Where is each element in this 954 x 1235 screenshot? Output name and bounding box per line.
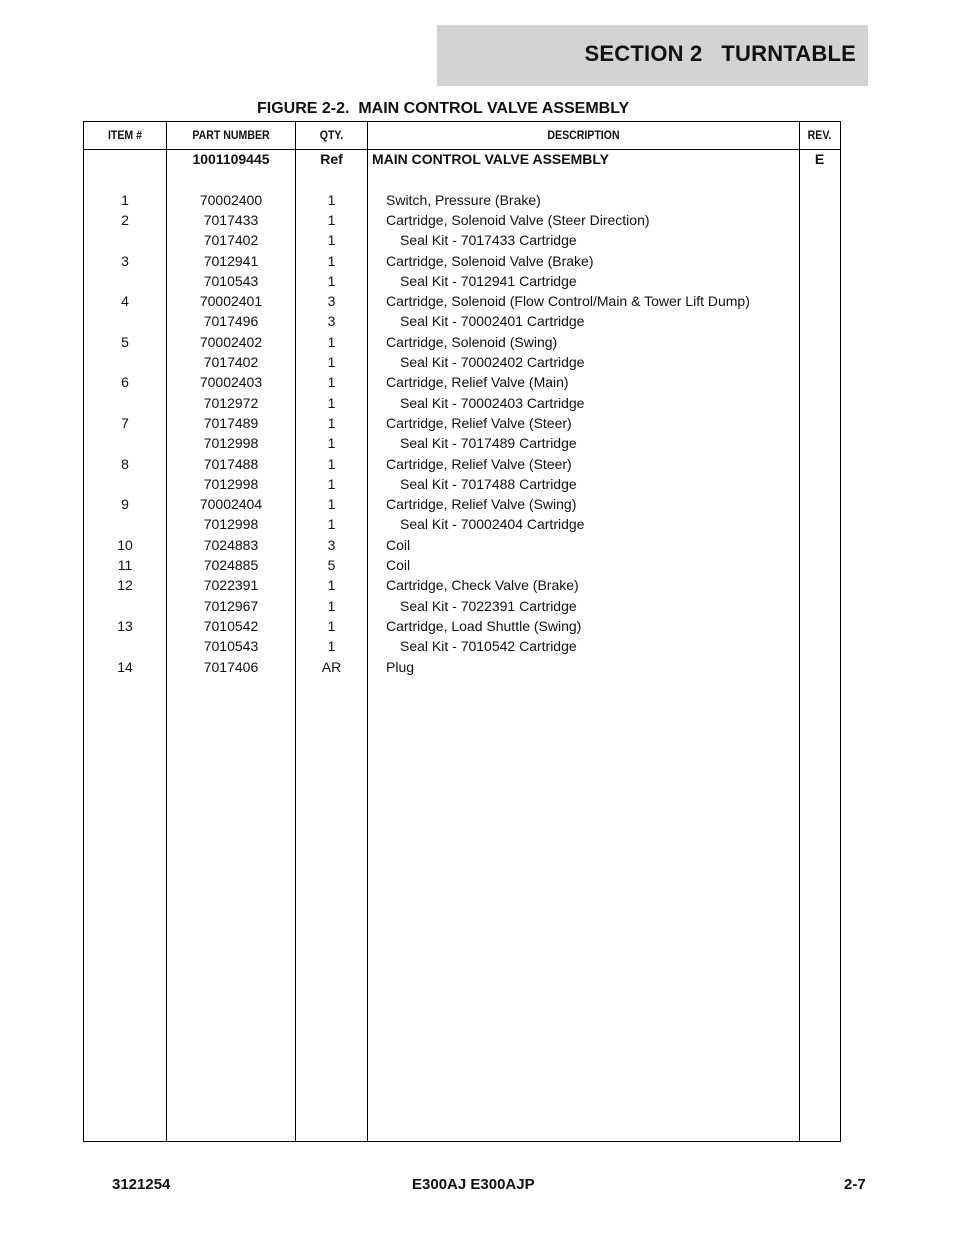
part-number-cell: 7010543 <box>203 272 259 289</box>
table-row <box>84 251 840 271</box>
footer-doc-number: 3121254 <box>112 1176 171 1193</box>
description-cell: Seal Kit - 7017488 Cartridge <box>400 475 577 492</box>
part-number-cell: 7024885 <box>203 557 259 573</box>
item-number-cell: 9 <box>121 496 129 513</box>
item-number-cell: 10 <box>117 536 133 553</box>
item-number-cell: 3 <box>121 252 129 269</box>
header-description: DESCRIPTION <box>547 128 620 142</box>
description-cell: Cartridge, Relief Valve (Main) <box>386 374 569 391</box>
table-row <box>84 535 840 555</box>
description-cell: Cartridge, Relief Valve (Steer) <box>386 414 572 431</box>
part-number-cell: 7017489 <box>203 414 259 431</box>
footer-model: E300AJ E300AJP <box>412 1176 535 1193</box>
qty-cell: AR <box>321 658 342 675</box>
header-item: ITEM # <box>107 128 143 142</box>
table-row <box>84 494 840 514</box>
table-row <box>84 311 840 331</box>
qty-cell: 1 <box>327 374 336 391</box>
part-number-cell: 7017433 <box>203 211 259 228</box>
part-number-cell: 7017402 <box>203 354 259 370</box>
item-number-cell: 6 <box>121 374 129 391</box>
description-cell: Cartridge, Relief Valve (Steer) <box>386 455 572 472</box>
description-cell: Cartridge, Solenoid Valve (Brake) <box>386 252 594 269</box>
part-number-cell: 70002400 <box>199 191 263 208</box>
qty-cell: 1 <box>327 516 336 533</box>
part-number-cell: 70002404 <box>199 496 263 513</box>
table-row <box>84 352 840 372</box>
qty-cell: 1 <box>327 414 336 431</box>
item-number-cell: 14 <box>117 658 133 675</box>
part-number-cell: 7024883 <box>203 536 259 553</box>
part-number-cell: 7012972 <box>203 394 259 411</box>
figure-title: FIGURE 2-2. MAIN CONTROL VALVE ASSEMBLY <box>257 100 630 117</box>
description-cell: Plug <box>386 658 415 675</box>
table-row <box>84 555 840 575</box>
description-cell: Seal Kit - 70002403 Cartridge <box>400 394 585 411</box>
table-row <box>84 433 840 453</box>
description-cell: Seal Kit - 7017433 Cartridge <box>400 232 577 249</box>
table-row <box>84 372 840 392</box>
description-cell: Coil <box>386 557 411 573</box>
section-header <box>437 25 868 86</box>
part-number-cell: 70002403 <box>199 374 263 391</box>
description-cell: Cartridge, Relief Valve (Swing) <box>386 496 577 513</box>
qty-cell: 1 <box>327 496 336 513</box>
qty-cell: 5 <box>327 557 336 573</box>
part-number-cell: 7012998 <box>203 516 259 533</box>
part-number-cell: 7012941 <box>203 252 259 269</box>
header-qty: QTY. <box>319 128 344 142</box>
table-row <box>84 454 840 474</box>
table-row <box>84 596 840 616</box>
header-rev: REV. <box>807 128 832 142</box>
qty-cell: 1 <box>327 354 336 370</box>
table-row <box>84 190 840 210</box>
part-number-cell: 70002401 <box>199 293 263 310</box>
description-cell: Seal Kit - 7012941 Cartridge <box>400 272 577 289</box>
table-row <box>84 514 840 534</box>
item-number-cell: 11 <box>117 557 133 573</box>
part-number-cell: 7022391 <box>203 577 259 594</box>
description-cell: Cartridge, Solenoid (Flow Control/Main & Tower Lift Dump) <box>386 293 750 310</box>
description-cell: Seal Kit - 70002404 Cartridge <box>400 516 585 533</box>
description-cell: Seal Kit - 7010542 Cartridge <box>400 638 577 655</box>
part-number-cell: 7012998 <box>203 475 259 492</box>
qty-cell: 1 <box>327 232 336 249</box>
description-cell: Seal Kit - 70002401 Cartridge <box>400 313 585 330</box>
description-cell: Seal Kit - 7022391 Cartridge <box>400 597 577 614</box>
part-number-cell: 1001109445 <box>192 151 270 167</box>
part-number-cell: 7017488 <box>203 455 259 472</box>
table-row <box>84 230 840 250</box>
item-number-cell: 4 <box>121 293 129 310</box>
description-cell: Cartridge, Solenoid Valve (Steer Direction) <box>386 211 650 228</box>
rev-cell: E <box>814 151 825 167</box>
part-number-cell: 70002402 <box>199 333 263 350</box>
part-number-cell: 7010542 <box>203 617 259 634</box>
header-part-number: PART NUMBER <box>192 128 270 142</box>
footer-page-number: 2-7 <box>844 1176 866 1193</box>
table-row <box>84 636 840 656</box>
qty-cell: 3 <box>327 313 336 330</box>
table-row <box>84 657 840 677</box>
table-row <box>84 210 840 230</box>
part-number-cell: 7017406 <box>203 658 259 675</box>
parts-table <box>83 121 841 1142</box>
qty-cell: 1 <box>327 272 336 289</box>
table-row <box>84 291 840 311</box>
table-row <box>84 413 840 433</box>
table-row <box>84 575 840 595</box>
section-title: SECTION 2 TURNTABLE <box>584 41 856 66</box>
item-number-cell: 5 <box>121 333 129 350</box>
part-number-cell: 7017496 <box>203 313 259 330</box>
description-cell: Cartridge, Load Shuttle (Swing) <box>386 617 582 634</box>
table-row <box>84 271 840 291</box>
qty-cell: 1 <box>327 211 336 228</box>
qty-cell: 1 <box>327 597 336 614</box>
item-number-cell: 13 <box>117 617 133 634</box>
table-row <box>84 149 840 169</box>
qty-cell: 3 <box>327 293 336 310</box>
part-number-cell: 7012967 <box>203 597 259 614</box>
item-number-cell: 8 <box>121 455 129 472</box>
description-cell: Switch, Pressure (Brake) <box>386 191 541 208</box>
qty-cell: Ref <box>320 151 343 167</box>
description-cell: Seal Kit - 70002402 Cartridge <box>400 354 585 370</box>
qty-cell: 1 <box>327 191 336 208</box>
description-cell: Cartridge, Solenoid (Swing) <box>386 333 558 350</box>
qty-cell: 1 <box>327 252 336 269</box>
qty-cell: 1 <box>327 617 336 634</box>
qty-cell: 3 <box>327 536 336 553</box>
qty-cell: 1 <box>327 333 336 350</box>
qty-cell: 1 <box>327 435 336 452</box>
qty-cell: 1 <box>327 475 336 492</box>
description-cell: Cartridge, Check Valve (Brake) <box>386 577 579 594</box>
qty-cell: 1 <box>327 394 336 411</box>
item-number-cell: 2 <box>121 211 129 228</box>
part-number-cell: 7017402 <box>203 232 259 249</box>
item-number-cell: 1 <box>121 191 129 208</box>
part-number-cell: 7010543 <box>203 638 259 655</box>
table-row <box>84 332 840 352</box>
qty-cell: 1 <box>327 638 336 655</box>
description-cell: Seal Kit - 7017489 Cartridge <box>400 435 577 452</box>
qty-cell: 1 <box>327 455 336 472</box>
item-number-cell: 7 <box>121 414 129 431</box>
table-row <box>84 616 840 636</box>
part-number-cell: 7012998 <box>203 435 259 452</box>
qty-cell: 1 <box>327 577 336 594</box>
table-row <box>84 393 840 413</box>
item-number-cell: 12 <box>117 577 133 594</box>
description-cell: Coil <box>386 536 411 553</box>
description-cell: MAIN CONTROL VALVE ASSEMBLY <box>372 151 609 167</box>
table-row <box>84 474 840 494</box>
